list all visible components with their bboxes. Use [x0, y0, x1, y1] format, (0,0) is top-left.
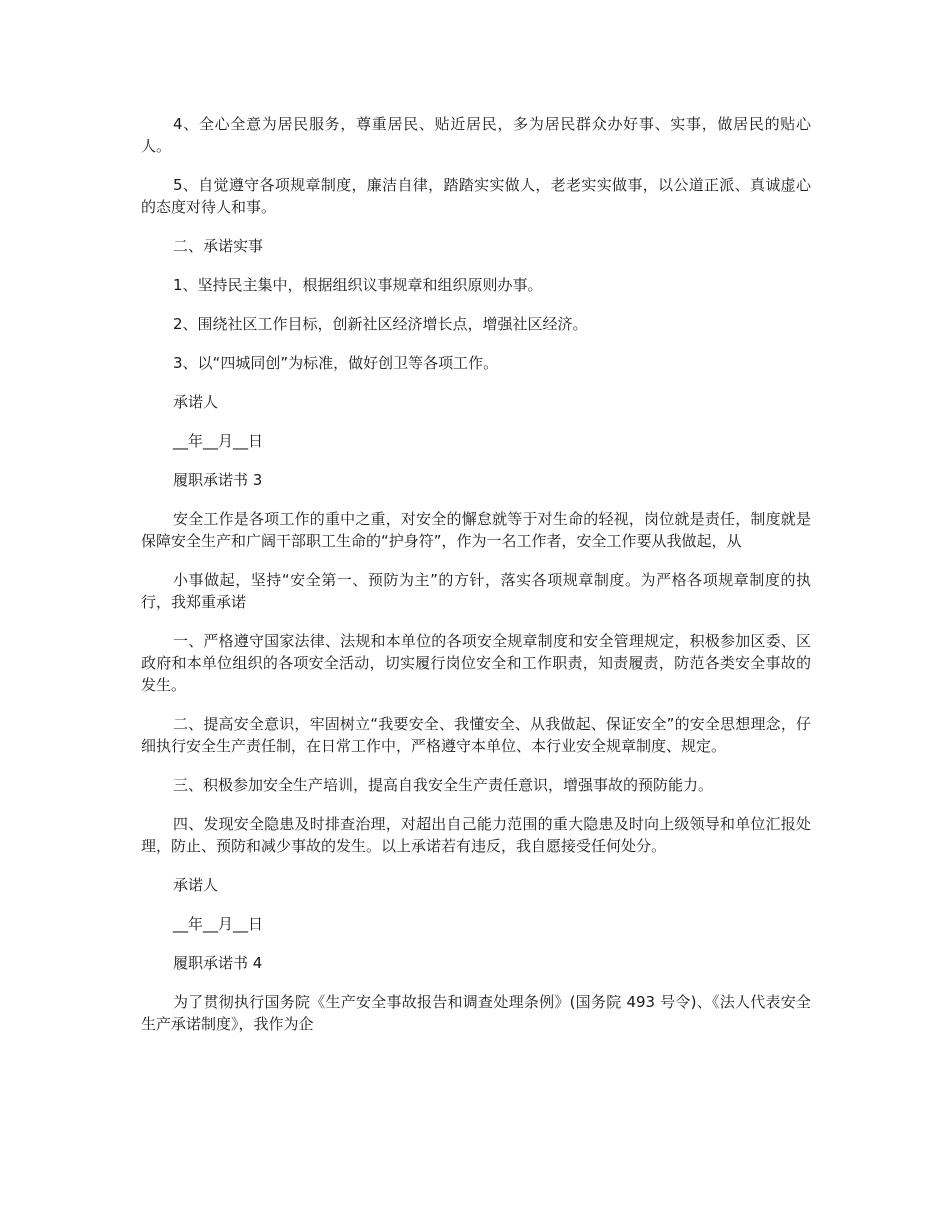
- paragraph: 四、发现安全隐患及时排查治理，对超出自己能力范围的重大隐患及时向上级领导和单位汇报处理，防止、预防和减少事故的发生。以上承诺若有违反，我自愿接受任何处分。: [141, 815, 811, 855]
- signatory-label: 承诺人: [173, 393, 219, 411]
- paragraph: 安全工作是各项工作的重中之重，对安全的懈怠就等于对生命的轻视，岗位就是责任，制度就是保障安全生产和广阔干部职工生命的“护身符”，作为一名工作者，安全工作要从我做起，从: [141, 510, 811, 550]
- document-body: [141, 113, 811, 1052]
- paragraph: 三、积极参加安全生产培训，提高自我安全生产责任意识，增强事故的预防能力。: [173, 776, 714, 794]
- paragraph: 二、提高安全意识，牢固树立“我要安全、我懂安全、从我做起、保证安全”的安全思想理念，仔细执行安全生产责任制，在日常工作中，严格遵守本单位、本行业安全规章制度、规定。: [141, 715, 811, 755]
- paragraph: 3、以“四城同创”为标准，做好创卫等各项工作。: [173, 354, 499, 372]
- paragraph: 2、围绕社区工作目标，创新社区经济增长点，增强社区经济。: [173, 315, 588, 333]
- signatory-label: 承诺人: [173, 876, 219, 894]
- date-line: __年__月__日: [173, 432, 264, 450]
- paragraph: 5、自觉遵守各项规章制度，廉洁自律，踏踏实实做人，老老实实做事，以公道正派、真诚虚心的态度对待人和事。: [141, 176, 811, 216]
- document-title: 履职承诺书 4: [173, 954, 263, 972]
- paragraph: 1、坚持民主集中，根据组织议事规章和组织原则办事。: [173, 276, 543, 294]
- date-line: __年__月__日: [173, 915, 264, 933]
- document-title: 履职承诺书 3: [173, 471, 263, 489]
- section-heading: 二、承诺实事: [173, 237, 264, 255]
- paragraph: 为了贯彻执行国务院《生产安全事故报告和调查处理条例》(国务院 493 号令)、《法人代表安全生产承诺制度》，我作为企: [141, 993, 811, 1033]
- paragraph: 一、严格遵守国家法律、法规和本单位的各项安全规章制度和安全管理规定，积极参加区委、区政府和本单位组织的各项安全活动，切实履行岗位安全和工作职责，知责履责，防范各类安全事故的发生。: [141, 632, 811, 694]
- paragraph: 4、全心全意为居民服务，尊重居民、贴近居民，多为居民群众办好事、实事，做居民的贴心人。: [141, 115, 811, 155]
- paragraph: 小事做起，坚持“安全第一、预防为主”的方针，落实各项规章制度。为严格各项规章制度的执行，我郑重承诺: [141, 571, 811, 611]
